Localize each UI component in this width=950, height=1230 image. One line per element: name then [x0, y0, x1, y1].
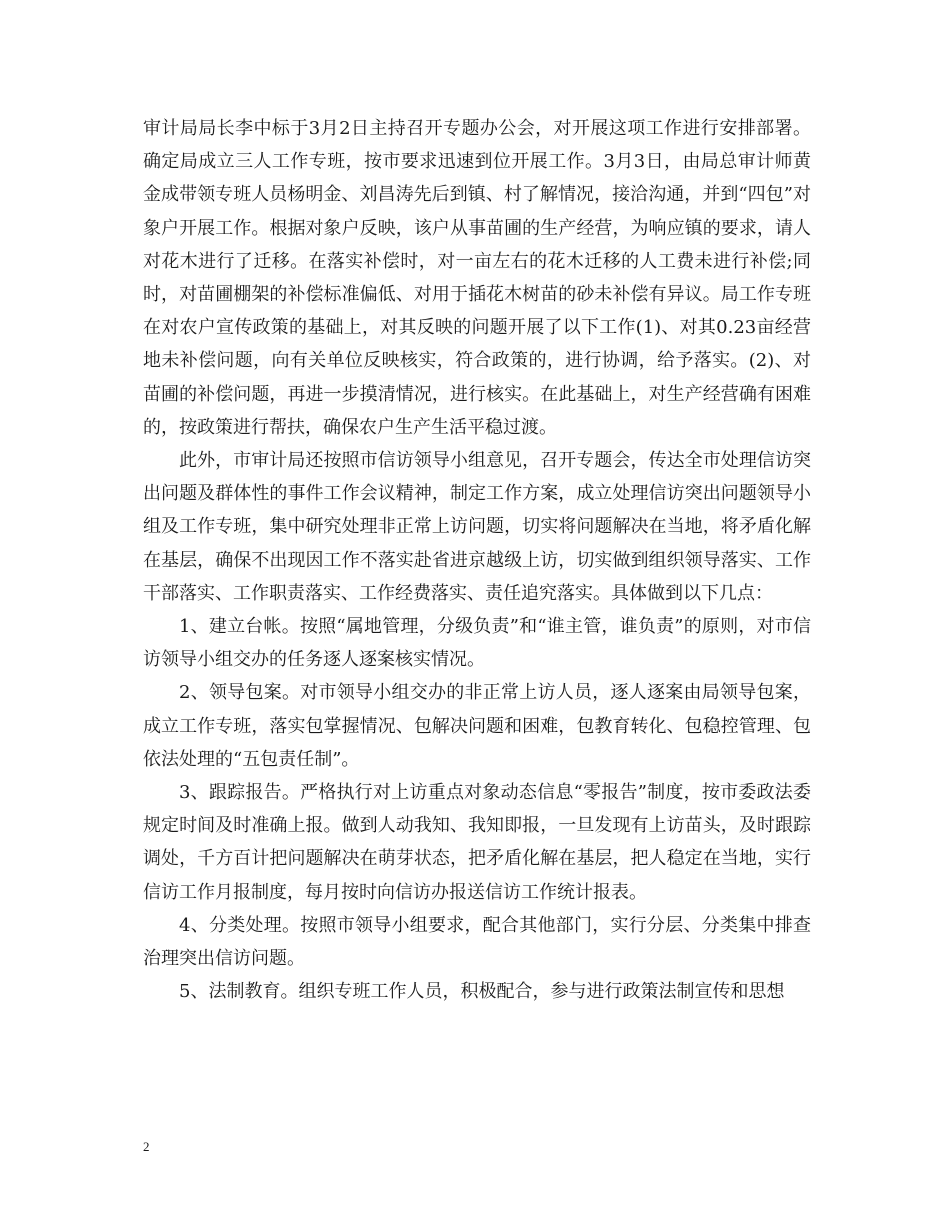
page-number: 2 [143, 1139, 150, 1154]
paragraph-item-2: 2、领导包案。对市领导小组交办的非正常上访人员，逐人逐案由局领导包案，成立工作专班，落实包掌握情况、包解决问题和困难，包教育转化、包稳控管理、包依法处理的“五包责任制”。 [143, 682, 811, 770]
paragraph-item-4: 4、分类处理。按照市领导小组要求，配合其他部门，实行分层、分类集中排查治理突出信访问题。 [143, 914, 811, 970]
paragraph-item-3: 3、跟踪报告。严格执行对上访重点对象动态信息“零报告”制度，按市委政法委规定时间及时准确上报。做到人动我知、我知即报，一旦发现有上访苗头，及时跟踪调处，千方百计把问题解决在萌芽状态，把矛盾化解在基层，把人稳定在当地，实行信访工作月报制度，每月按时向信访办报送信访工作统计报表。 [143, 782, 811, 903]
paragraph-item-5: 5、法制教育。组织专班工作人员，积极配合，参与进行政策法制宣传和思想 [179, 981, 785, 1003]
paragraph-continuation: 审计局局长李中标于3月2日主持召开专题办公会，对开展这项工作进行安排部署。确定局成立三人工作专班，按市要求迅速到位开展工作。3月3日，由局总审计师黄金成带领专班人员杨明金、刘昌涛先后到镇、村了解情况，接洽沟通，并到“四包”对象户开展工作。根据对象户反映，该户从事苗圃的生产经营，为响应镇的要求，请人对花木进行了迁移。在落实补偿时，对一亩左右的花木迁移的人工费未进行补偿;同时，对苗圃棚架的补偿标准偏低、对用于插花木树苗的砂未补偿有异议。局工作专班在对农户宣传政策的基础上，对其反映的问题开展了以下工作(1)、对其0.23亩经营地未补偿问题，向有关单位反映核实，符合政策的，进行协调，给予落实。(2)、对苗圃的补偿问题，再进一步摸清情况，进行核实。在此基础上，对生产经营确有困难的，按政策进行帮扶，确保农户生产生活平稳过渡。 [143, 118, 811, 438]
paragraph-petition-work: 此外，市审计局还按照市信访领导小组意见，召开专题会，传达全市处理信访突出问题及群体性的事件工作会议精神，制定工作方案，成立处理信访突出问题领导小组及工作专班，集中研究处理非正常上访问题，切实将问题解决在当地，将矛盾化解在基层，确保不出现因工作不落实赴省进京越级上访，切实做到组织领导落实、工作干部落实、工作职责落实、工作经费落实、责任追究落实。具体做到以下几点： [143, 450, 811, 604]
document-body [143, 112, 811, 1008]
paragraph-item-1: 1、建立台帐。按照“属地管理，分级负责”和“谁主管，谁负责”的原则，对市信访领导小组交办的任务逐人逐案核实情况。 [143, 616, 811, 671]
